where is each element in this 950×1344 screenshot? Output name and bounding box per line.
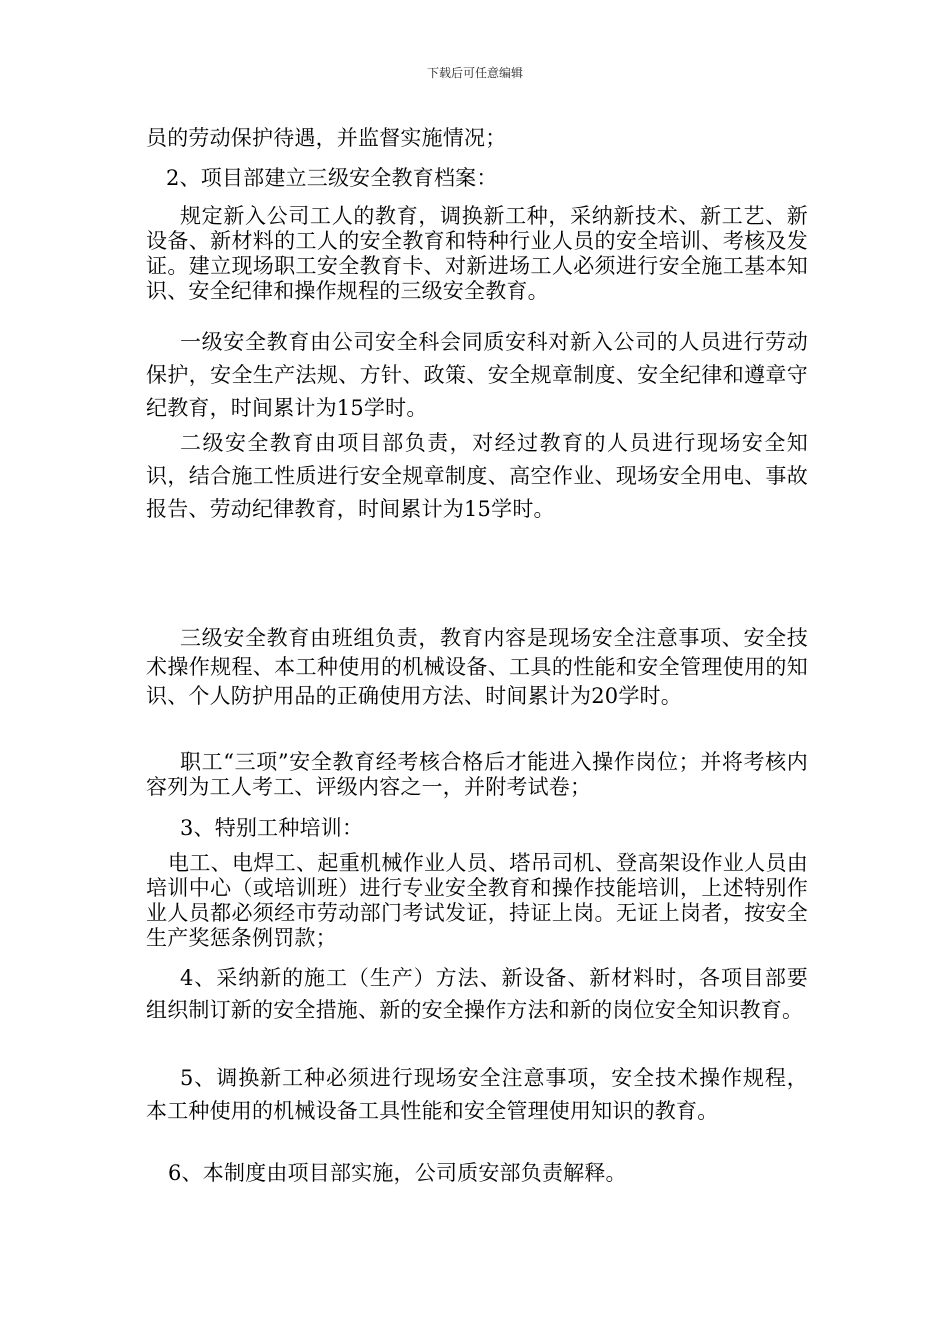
paragraph-interpretation: 6、本制度由项目部实施，公司质安部负责解释。	[168, 1161, 627, 1185]
paragraph-three-item-education: 职工“三项”安全教育经考核合格后才能进入操作岗位；并将考核内容列为工人考工、评级内容之一，并附考试卷；	[146, 750, 808, 799]
paragraph-level-two-education: 二级安全教育由项目部负责，对经过教育的人员进行现场安全知识，结合施工性质进行安全规章制度、高空作业、现场安全用电、事故报告、劳动纪律教育，时间累计为15学时。	[146, 431, 808, 521]
paragraph-special-workers: 电工、电焊工、起重机械作业人员、塔吊司机、登高架设作业人员由培训中心（或培训班）进行专业安全教育和操作技能培训，上述特别作业人员都必须经市劳动部门考试发证，持证上岗。无证上岗者，按安全生产奖惩条例罚款；	[146, 851, 808, 950]
paragraph-job-change: 5、调换新工种必须进行现场安全注意事项，安全技术操作规程，本工种使用的机械设备工具性能和安全管理使用知识的教育。	[146, 1066, 808, 1123]
section-heading-education-archive: 2、项目部建立三级安全教育档案：	[166, 166, 498, 190]
paragraph-level-one-education: 一级安全教育由公司安全科会同质安科对新入公司的人员进行劳动保护，安全生产法规、方针、政策、安全规章制度、安全纪律和遵章守纪教育，时间累计为15学时。	[146, 330, 808, 420]
paragraph-labor-protection: 员的劳动保护待遇，并监督实施情况；	[146, 126, 507, 150]
paragraph-level-three-education: 三级安全教育由班组负责，教育内容是现场安全注意事项、安全技术操作规程、本工种使用的机械设备、工具的性能和安全管理使用的知识、个人防护用品的正确使用方法、时间累计为20学时。	[146, 626, 808, 708]
section-heading-special-training: 3、特别工种培训：	[180, 816, 364, 840]
paragraph-new-methods: 4、采纳新的施工（生产）方法、新设备、新材料时，各项目部要组织制订新的安全措施、新的安全操作方法和新的岗位安全知识教育。	[146, 966, 808, 1022]
paragraph-new-worker-education: 规定新入公司工人的教育，调换新工种，采纳新技术、新工艺、新设备、新材料的工人的安全教育和特种行业人员的安全培训、考核及发证。建立现场职工安全教育卡、对新进场工人必须进行安全施工基本知识、安全纪律和操作规程的三级安全教育。	[146, 204, 808, 303]
page-header: 下载后可任意编辑	[426, 66, 523, 80]
